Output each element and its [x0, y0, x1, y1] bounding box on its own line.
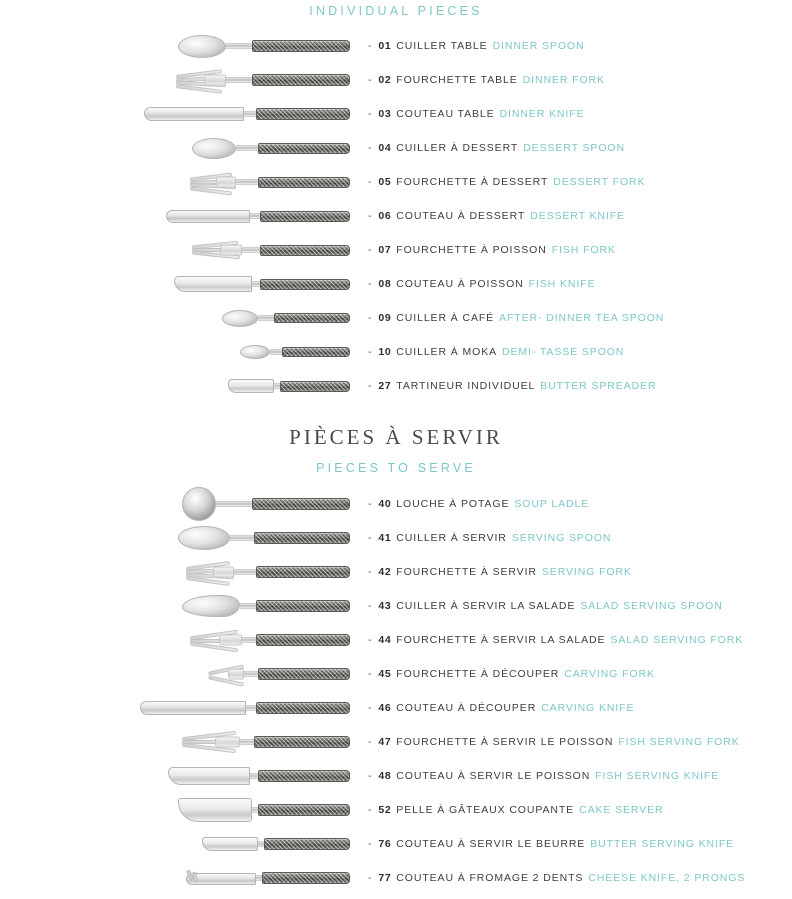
item-name-en: SERVING SPOON	[511, 532, 612, 544]
item-name-en: CARVING KNIFE	[541, 702, 635, 714]
dash-separator: -	[368, 532, 373, 544]
dash-separator: -	[368, 74, 373, 86]
dash-separator: -	[368, 108, 373, 120]
item-label	[368, 380, 792, 392]
list-item[interactable]	[0, 369, 792, 403]
dash-separator: -	[368, 210, 373, 222]
dash-separator: -	[368, 634, 373, 646]
item-label	[368, 702, 792, 714]
list-item[interactable]	[0, 63, 792, 97]
dash-separator: -	[368, 668, 373, 680]
dash-separator: -	[368, 142, 373, 154]
list-item[interactable]	[0, 97, 792, 131]
item-name-fr: CUILLER À MOKA	[396, 346, 498, 358]
dash-separator: -	[368, 278, 373, 290]
list-item[interactable]	[0, 233, 792, 267]
item-label	[368, 210, 792, 222]
item-name-en: DINNER KNIFE	[499, 108, 585, 120]
item-number: 01	[378, 40, 392, 52]
cutlery-illustration	[0, 233, 368, 267]
list-item[interactable]	[0, 267, 792, 301]
list-item[interactable]	[0, 861, 792, 895]
item-number: 04	[378, 142, 392, 154]
item-name-fr: FOURCHETTE À SERVIR	[396, 566, 537, 578]
item-number: 09	[378, 312, 392, 324]
item-number: 02	[378, 74, 392, 86]
item-number: 43	[378, 600, 392, 612]
dash-separator: -	[368, 566, 373, 578]
list-item[interactable]	[0, 827, 792, 861]
item-label	[368, 532, 792, 544]
item-number: 05	[378, 176, 392, 188]
dash-separator: -	[368, 804, 373, 816]
cutlery-illustration	[0, 267, 368, 301]
item-number: 27	[378, 380, 392, 392]
dash-separator: -	[368, 872, 373, 884]
item-label	[368, 804, 792, 816]
cutlery-illustration	[0, 369, 368, 403]
list-item[interactable]	[0, 29, 792, 63]
item-name-fr: FOURCHETTE TABLE	[396, 74, 518, 86]
item-number: 44	[378, 634, 392, 646]
cutlery-illustration	[0, 521, 368, 555]
item-name-en: FISH FORK	[551, 244, 616, 256]
list-item[interactable]	[0, 335, 792, 369]
cutlery-illustration	[0, 589, 368, 623]
cutlery-illustration	[0, 861, 368, 895]
cutlery-illustration	[0, 793, 368, 827]
item-name-en: DESSERT SPOON	[523, 142, 625, 154]
item-name-fr: COUTEAU À FROMAGE 2 DENTS	[396, 872, 584, 884]
item-name-fr: FOURCHETTE À DESSERT	[396, 176, 549, 188]
item-name-fr: CUILLER À SERVIR LA SALADE	[396, 600, 576, 612]
item-label	[368, 736, 792, 748]
item-label	[368, 142, 792, 154]
section-individual-pieces	[0, 0, 792, 403]
item-name-fr: PELLE À GÂTEAUX COUPANTE	[396, 804, 575, 816]
item-number: 07	[378, 244, 392, 256]
dash-separator: -	[368, 244, 373, 256]
list-item[interactable]	[0, 691, 792, 725]
item-name-fr: COUTEAU TABLE	[396, 108, 495, 120]
item-number: 10	[378, 346, 392, 358]
cutlery-illustration	[0, 29, 368, 63]
list-item[interactable]	[0, 165, 792, 199]
item-label	[368, 566, 792, 578]
list-item[interactable]	[0, 199, 792, 233]
item-name-en: FISH KNIFE	[528, 278, 596, 290]
item-number: 52	[378, 804, 392, 816]
item-name-en: SALAD SERVING SPOON	[580, 600, 723, 612]
list-item[interactable]	[0, 555, 792, 589]
item-number: 41	[378, 532, 392, 544]
item-label	[368, 176, 792, 188]
item-name-en: CHEESE KNIFE, 2 PRONGS	[588, 872, 746, 884]
dash-separator: -	[368, 380, 373, 392]
dash-separator: -	[368, 838, 373, 850]
item-label	[368, 634, 792, 646]
dash-separator: -	[368, 498, 373, 510]
item-name-fr: FOURCHETTE À POISSON	[396, 244, 547, 256]
list-item[interactable]	[0, 521, 792, 555]
cutlery-illustration	[0, 335, 368, 369]
item-name-fr: TARTINEUR INDIVIDUEL	[396, 380, 536, 392]
item-name-fr: FOURCHETTE À DÉCOUPER	[396, 668, 560, 680]
item-name-fr: COUTEAU À SERVIR LE POISSON	[396, 770, 591, 782]
item-label	[368, 244, 792, 256]
item-name-fr: COUTEAU À DÉCOUPER	[396, 702, 537, 714]
item-name-fr: COUTEAU À POISSON	[396, 278, 524, 290]
cutlery-illustration	[0, 165, 368, 199]
list-item[interactable]	[0, 487, 792, 521]
item-name-en: SERVING FORK	[541, 566, 632, 578]
item-name-en: SOUP LADLE	[514, 498, 590, 510]
item-label	[368, 108, 792, 120]
item-name-en: DINNER FORK	[522, 74, 605, 86]
item-name-en: DESSERT FORK	[553, 176, 646, 188]
section-title-french: PIÈCES À SERVIR	[289, 425, 503, 449]
dash-separator: -	[368, 346, 373, 358]
item-name-fr: FOURCHETTE À SERVIR LA SALADE	[396, 634, 606, 646]
cutlery-illustration	[0, 691, 368, 725]
item-name-fr: CUILLER TABLE	[396, 40, 488, 52]
item-label	[368, 312, 792, 324]
cutlery-illustration	[0, 131, 368, 165]
item-name-fr: COUTEAU À DESSERT	[396, 210, 526, 222]
section-title-english: INDIVIDUAL PIECES	[309, 4, 483, 18]
item-label	[368, 278, 792, 290]
item-label	[368, 600, 792, 612]
cutlery-illustration	[0, 827, 368, 861]
item-number: 40	[378, 498, 392, 510]
item-number: 42	[378, 566, 392, 578]
item-name-fr: FOURCHETTE À SERVIR LE POISSON	[396, 736, 614, 748]
list-item[interactable]	[0, 301, 792, 335]
dash-separator: -	[368, 176, 373, 188]
cutlery-illustration	[0, 199, 368, 233]
item-name-fr: CUILLER À SERVIR	[396, 532, 507, 544]
item-name-fr: CUILLER À DESSERT	[396, 142, 519, 154]
item-name-en: BUTTER SPREADER	[540, 380, 657, 392]
cutlery-illustration	[0, 555, 368, 589]
list-item[interactable]	[0, 725, 792, 759]
cutlery-illustration	[0, 487, 368, 521]
item-label	[368, 498, 792, 510]
dash-separator: -	[368, 736, 373, 748]
list-item[interactable]	[0, 657, 792, 691]
item-name-fr: COUTEAU À SERVIR LE BEURRE	[396, 838, 586, 850]
item-label	[368, 346, 792, 358]
item-number: 08	[378, 278, 392, 290]
dash-separator: -	[368, 40, 373, 52]
item-label	[368, 872, 792, 884]
list-item[interactable]	[0, 589, 792, 623]
dash-separator: -	[368, 312, 373, 324]
item-name-en: AFTER- DINNER TEA SPOON	[499, 312, 665, 324]
item-name-en: FISH SERVING KNIFE	[595, 770, 720, 782]
item-name-en: CARVING FORK	[564, 668, 655, 680]
list-item[interactable]	[0, 759, 792, 793]
item-name-en: SALAD SERVING FORK	[610, 634, 744, 646]
item-number: 46	[378, 702, 392, 714]
item-label	[368, 74, 792, 86]
item-name-en: FISH SERVING FORK	[618, 736, 740, 748]
list-item[interactable]	[0, 131, 792, 165]
item-name-en: BUTTER SERVING KNIFE	[590, 838, 735, 850]
item-label	[368, 770, 792, 782]
item-name-fr: CUILLER À CAFÉ	[396, 312, 495, 324]
dash-separator: -	[368, 702, 373, 714]
item-number: 77	[378, 872, 392, 884]
item-label	[368, 668, 792, 680]
list-item[interactable]	[0, 623, 792, 657]
dash-separator: -	[368, 600, 373, 612]
cutlery-illustration	[0, 759, 368, 793]
cutlery-illustration	[0, 97, 368, 131]
item-name-en: DEMI- TASSE SPOON	[502, 346, 625, 358]
pieces-to-serve-list	[0, 487, 792, 895]
item-name-en: DINNER SPOON	[492, 40, 585, 52]
cutlery-illustration	[0, 725, 368, 759]
item-number: 06	[378, 210, 392, 222]
item-label	[368, 40, 792, 52]
list-item[interactable]	[0, 793, 792, 827]
cutlery-illustration	[0, 623, 368, 657]
item-number: 45	[378, 668, 392, 680]
cheese-prongs	[188, 872, 198, 882]
item-name-fr: LOUCHE À POTAGE	[396, 498, 510, 510]
cutlery-illustration	[0, 301, 368, 335]
item-label	[368, 838, 792, 850]
item-name-en: DESSERT KNIFE	[530, 210, 625, 222]
cutlery-illustration	[0, 657, 368, 691]
item-number: 76	[378, 838, 392, 850]
dash-separator: -	[368, 770, 373, 782]
item-name-en: CAKE SERVER	[579, 804, 664, 816]
section-title-english: PIECES TO SERVE	[316, 461, 476, 475]
item-number: 03	[378, 108, 392, 120]
cutlery-illustration	[0, 63, 368, 97]
item-number: 47	[378, 736, 392, 748]
section-pieces-to-serve	[0, 425, 792, 895]
item-number: 48	[378, 770, 392, 782]
individual-pieces-list	[0, 29, 792, 403]
